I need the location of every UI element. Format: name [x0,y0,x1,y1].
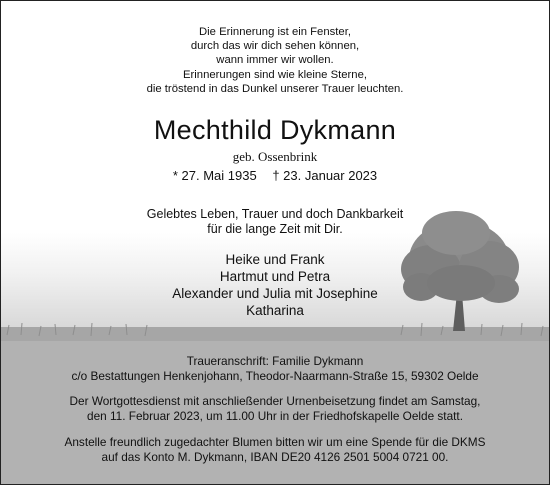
donation-line: auf das Konto M. Dykmann, IBAN DE20 4126 2501 5004 0721 00. [101,449,449,464]
donation-request [1,435,549,464]
birth-date: * 27. Mai 1935 [172,168,257,183]
poem-line: Die Erinnerung ist ein Fenster, [199,26,351,38]
mourners-list [1,251,549,319]
mourner-name: Katharina [246,303,304,318]
field-horizon-band [1,327,549,341]
gratitude-line: Gelebtes Leben, Trauer und doch Dankbarkeit [146,207,404,221]
poem-line: die tröstend in das Dunkel unserer Trauer leuchten. [146,82,404,95]
deceased-name: Mechthild Dykmann [153,115,397,145]
service-line: den 11. Februar 2023, um 11.00 Uhr in der Friedhofskapelle Oelde statt. [87,408,463,423]
gratitude-text [1,207,549,237]
service-line: Der Wortgottesdienst mit anschließender Urnenbeisetzung findet am Samstag, [69,394,481,408]
donation-line: Anstelle freundlich zugedachter Blumen bitten wir um eine Spende für die DKMS [64,435,486,449]
poem-line: wann immer wir wollen. [216,54,334,67]
life-dates [1,168,549,184]
death-date: † 23. Januar 2023 [272,168,378,183]
poem-line: durch das wir dich sehen können, [190,40,360,53]
service-info [1,394,549,423]
poem-line: Erinnerungen sind wie kleine Sterne, [183,68,367,81]
address-line: c/o Bestattungen Henkenjohann, Theodor-Naarmann-Straße 15, 59302 Oelde [71,368,479,383]
memorial-poem [1,25,549,96]
mourner-name: Alexander und Julia mit Josephine [172,286,378,301]
birth-name: geb. Ossenbrink [232,149,318,164]
address-line: Traueranschrift: Familie Dykmann [186,354,364,368]
mourner-name: Hartmut und Petra [219,269,331,284]
gratitude-line: für die lange Zeit mit Dir. [207,222,343,236]
mourner-name: Heike und Frank [225,252,325,267]
mourning-address [1,354,549,383]
